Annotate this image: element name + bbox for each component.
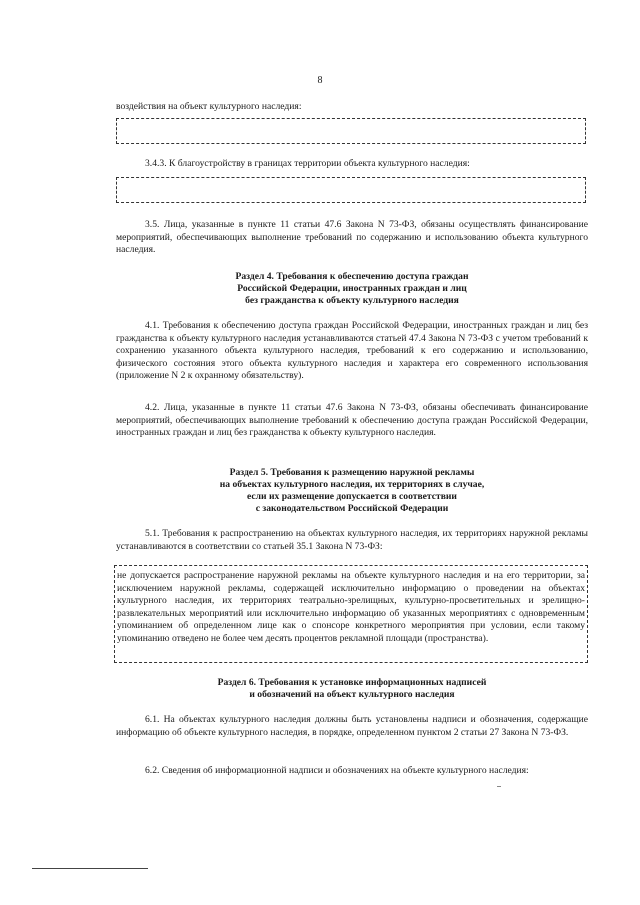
paragraph-4-1: 4.1. Требования к обеспечению доступа граждан Российской Федерации, иностранных граждан и лиц без гражданства к объекту культурного наследия устанавливаются статьей 47.4 Закона N 73-ФЗ с учетом требований к сохранению указанного объекта культурного наследия, требований к его содержанию и использованию, физического состояния этого объекта культурного наследия и характера его современного использования (приложение N 2 к охранному обязательству). xyxy=(116,320,588,382)
section-5-title-line-2: на объектах культурного наследия, их территориях в случае, xyxy=(219,479,485,490)
section-4-title-line-1: Раздел 4. Требования к обеспечению доступа граждан xyxy=(235,271,469,282)
paragraph-3-5: 3.5. Лица, указанные в пункте 11 статьи 47.6 Закона N 73-ФЗ, обязаны осуществлять финансирование мероприятий, обеспечивающих выполнение требований по содержанию и использованию объекта культурного наследия. xyxy=(116,219,588,256)
section-6-title-line-2: и обозначений на объект культурного наследия xyxy=(249,689,455,700)
paragraph-6-2: 6.2. Сведения об информационной надписи и обозначениях на объекте культурного наследия: xyxy=(145,765,529,776)
paragraph-3-4-3: 3.4.3. К благоустройству в границах территории объекта культурного наследия: xyxy=(145,158,470,169)
paragraph-6-1: 6.1. На объектах культурного наследия должны быть установлены надписи и обозначения, содержащие информацию об объекте культурного наследия, в порядке, определенном пунктом 2 статьи 27 Закона N 73-ФЗ. xyxy=(116,714,588,738)
section-4-title-line-2: Российской Федерации, иностранных граждан и лиц xyxy=(237,283,467,294)
scan-speck xyxy=(497,786,501,787)
advertising-rules-text: не допускается распространение наружной рекламы на объекте культурного наследия и на его территории, за исключением наружной рекламы, содержащей исключительно информацию о проведении на объектах культурного наследия, их территориях театрально-зрелищных, культурно-просветительных и зрелищно-развлекательных мероприятий или исключительно информацию об указанных мероприятиях с одновременным упоминанием об определенном лице как о спонсоре конкретного мероприятия при условии, если такому упоминанию отведено не более чем десять процентов рекламной площади (пространства). xyxy=(117,570,585,644)
section-4-title-line-3: без гражданства к объекту культурного наследия xyxy=(245,295,459,306)
page-number: 8 xyxy=(317,75,323,86)
paragraph-5-1: 5.1. Требования к распространению на объектах культурного наследия, их территориях наружной рекламы устанавливаются в соответствии со статьей 35.1 Закона N 73-ФЗ: xyxy=(116,528,588,552)
empty-field-box-impact xyxy=(116,118,586,144)
impact-line: воздействия на объект культурного наследия: xyxy=(116,101,302,112)
section-6-title-line-1: Раздел 6. Требования к установке информационных надписей xyxy=(217,677,487,688)
paragraph-4-2: 4.2. Лица, указанные в пункте 11 статьи 47.6 Закона N 73-ФЗ, обязаны обеспечивать финансирование мероприятий, обеспечивающих выполнение требований к обеспечению доступа граждан Российской Федерации, иностранных граждан и лиц без гражданства к объекту культурного наследия. xyxy=(116,402,588,439)
footnote-separator xyxy=(32,868,148,869)
empty-field-box-landscaping xyxy=(116,177,586,203)
section-5-title-line-1: Раздел 5. Требования к размещению наружной рекламы xyxy=(229,467,475,478)
section-5-title-line-3: если их размещение допускается в соответствии xyxy=(247,491,457,502)
section-5-title-line-4: с законодательством Российской Федерации xyxy=(255,503,449,514)
